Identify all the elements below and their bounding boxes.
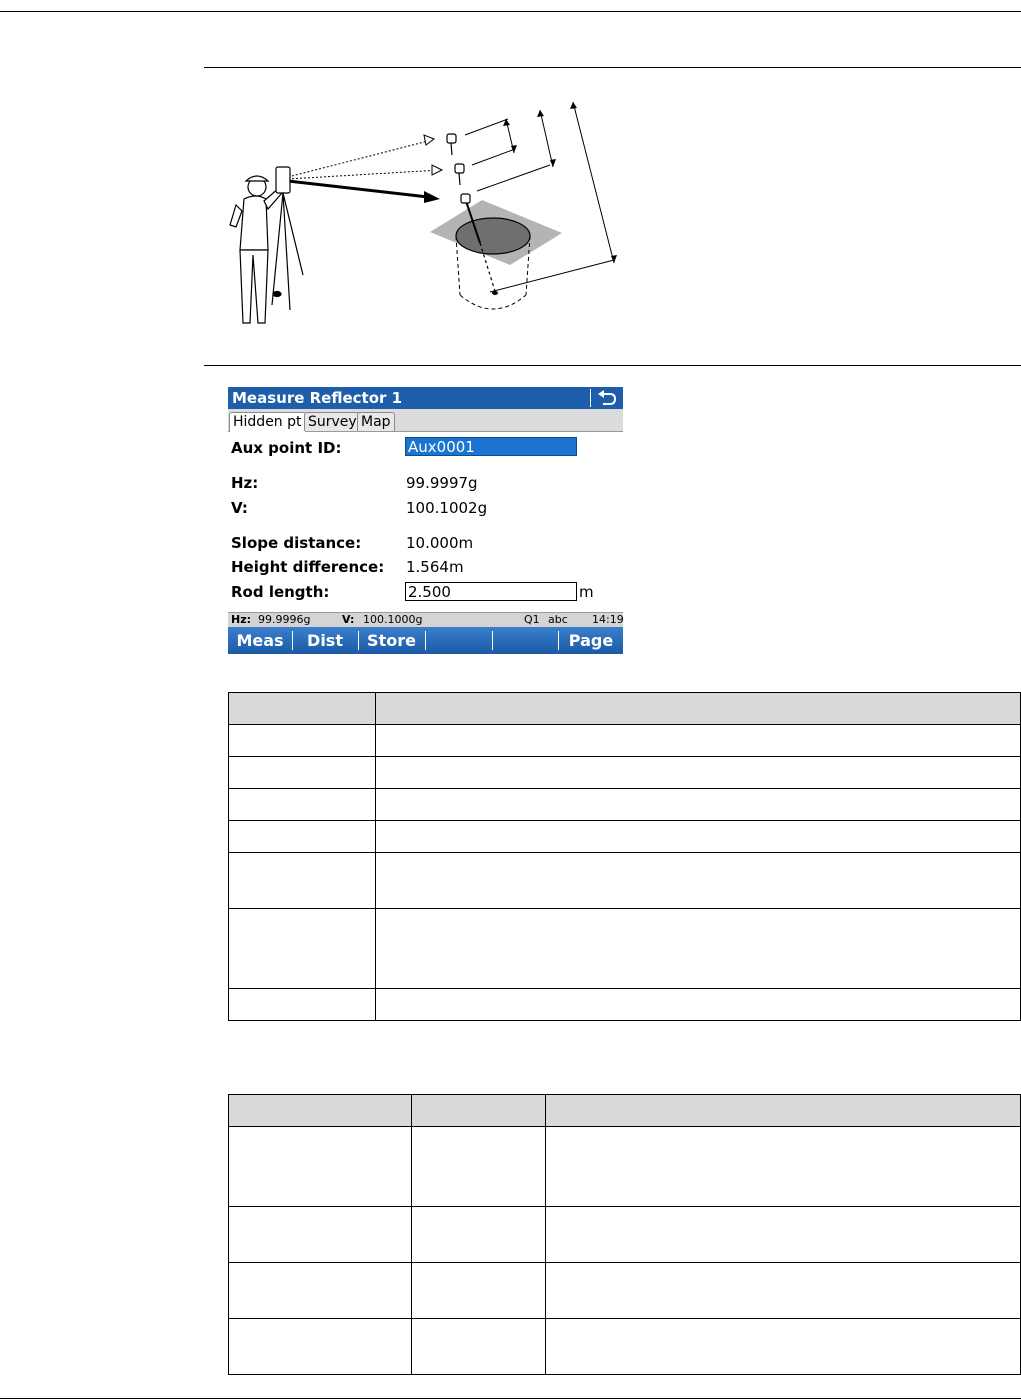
aux-point-id-field[interactable]: Aux0001 [405, 437, 577, 456]
status-hz-value: 99.9996g [258, 613, 311, 626]
prism-icon [447, 134, 470, 203]
table-row [229, 853, 1021, 909]
table-row [229, 989, 1021, 1021]
table-header-row [229, 1095, 1021, 1127]
empty-softkey-4[interactable] [426, 627, 491, 654]
table-row [229, 725, 1021, 757]
device-screen [228, 387, 623, 654]
surveyor-illustration [220, 95, 640, 335]
status-q: Q1 [524, 613, 540, 626]
rod-length-label: Rod length: [231, 583, 330, 601]
height-difference-label: Height difference: [231, 558, 385, 576]
table-row [229, 757, 1021, 789]
screen-title: Measure Reflector 1 [232, 389, 403, 407]
status-time: 14:19 [592, 613, 624, 626]
table-header-cell [412, 1095, 546, 1127]
empty-softkey-5[interactable] [493, 627, 557, 654]
status-input-mode: abc [548, 613, 568, 626]
status-v-label: V: [342, 613, 355, 626]
table-row [229, 1263, 1021, 1319]
status-bar [228, 612, 623, 627]
v-label: V: [231, 499, 248, 517]
dist-softkey[interactable]: Dist [307, 631, 343, 650]
table-row [229, 909, 1021, 989]
v-value: 100.1002g [406, 499, 488, 517]
table-header-cell [229, 693, 376, 725]
section-rule-2 [204, 365, 1021, 366]
options-table [228, 1094, 1021, 1375]
rod-length-field[interactable]: 2.500 [405, 582, 577, 601]
fields-table [228, 692, 1021, 1021]
slope-distance-value: 10.000m [406, 534, 474, 552]
table-row [229, 1127, 1021, 1207]
title-bar [228, 387, 623, 409]
rod-length-unit: m [579, 583, 594, 601]
table-header-cell [546, 1095, 1021, 1127]
table-row [229, 789, 1021, 821]
table-row [229, 821, 1021, 853]
back-arrow-icon[interactable] [590, 389, 619, 407]
aux-point-label: Aux point ID: [231, 439, 342, 457]
tab-hidden-pt[interactable]: Hidden pt [229, 412, 306, 432]
table-row [229, 1319, 1021, 1375]
table-header-row [229, 693, 1021, 725]
bottom-rule [0, 1398, 1021, 1399]
status-v-value: 100.1000g [363, 613, 423, 626]
height-difference-value: 1.564m [406, 558, 464, 576]
top-rule [0, 11, 1021, 12]
tab-survey[interactable]: Survey [304, 412, 361, 431]
table-row [229, 1207, 1021, 1263]
slope-distance-label: Slope distance: [231, 534, 362, 552]
table-header-cell [229, 1095, 412, 1127]
section-rule-1 [204, 67, 1021, 68]
tab-bar [228, 409, 623, 432]
tab-map[interactable]: Map [357, 412, 395, 431]
hz-label: Hz: [231, 474, 259, 492]
page-softkey[interactable]: Page [568, 631, 614, 650]
meas-softkey[interactable]: Meas [236, 631, 284, 650]
table-header-cell [376, 693, 1021, 725]
status-hz-label: Hz: [231, 613, 252, 626]
softkey-bar [228, 627, 623, 654]
hz-value: 99.9997g [406, 474, 478, 492]
store-softkey[interactable]: Store [367, 631, 416, 650]
